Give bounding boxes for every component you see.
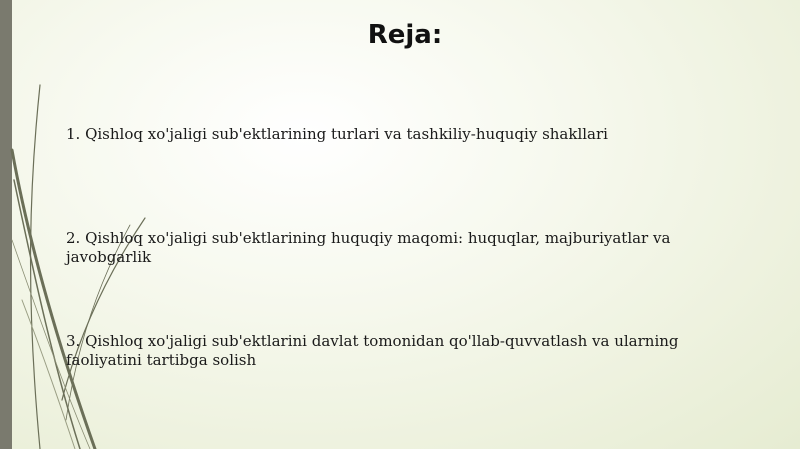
agenda-item-2: 2. Qishloq xo'jaligi sub'ektlarining huquqiy maqomi: huquqlar, majburiyatlar va javobgarlik xyxy=(66,229,671,266)
slide-title: Reja: xyxy=(367,20,443,50)
left-accent-bar xyxy=(0,0,12,449)
agenda-item-1: 1. Qishloq xo'jaligi sub'ektlarining turlari va tashkiliy-huquqiy shakllari xyxy=(66,125,608,143)
grass-blade xyxy=(14,180,80,449)
grass-blade xyxy=(31,85,40,449)
grass-blade xyxy=(22,300,75,449)
agenda-item-3: 3. Qishloq xo'jaligi sub'ektlarini davlat tomonidan qo'llab-quvvatlash va ularning faoliyatini tartibga solish xyxy=(66,332,679,369)
grass-blade xyxy=(12,150,95,449)
